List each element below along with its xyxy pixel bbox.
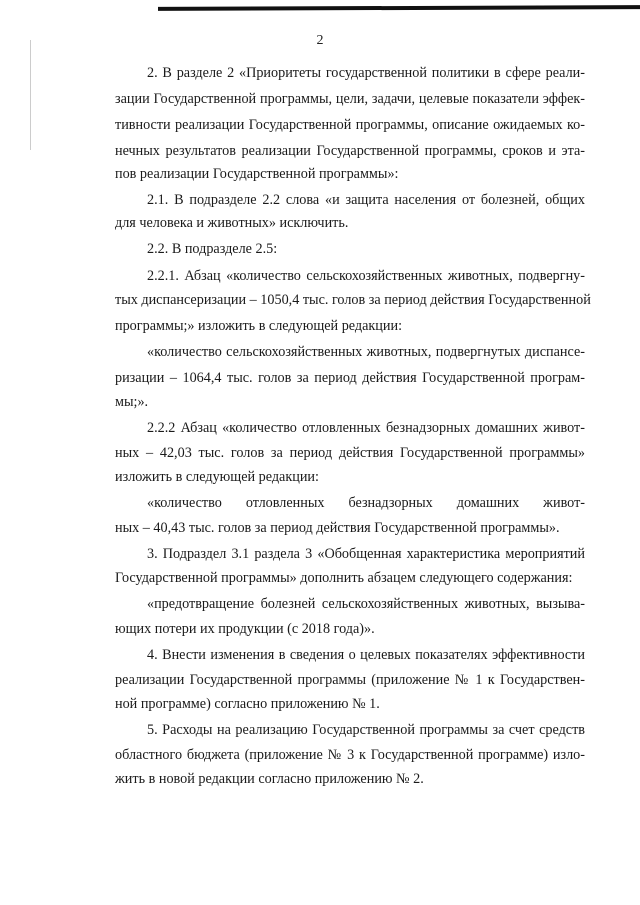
text-line: тивности реализации Государственной программы, описание ожидаемых ко- — [115, 117, 585, 133]
text-line: ных – 42,03 тыс. голов за период действия Государственной программы» — [115, 445, 585, 461]
text-line: «количество отловленных безнадзорных домашних живот- — [147, 495, 585, 511]
text-line: зации Государственной программы, цели, задачи, целевые показатели эффек- — [115, 91, 585, 107]
text-line: ной программе) согласно приложению № 1. — [115, 696, 380, 712]
page-number: 2 — [316, 33, 324, 48]
text-line: «количество сельскохозяйственных животных, подвергнутых диспансе- — [147, 344, 585, 360]
text-line: мы;». — [115, 394, 149, 410]
text-line: ющих потери их продукции (с 2018 года)». — [115, 621, 375, 637]
text-line: 2.2.2 Абзац «количество отловленных безнадзорных домашних живот- — [147, 420, 585, 436]
text-line: ных – 40,43 тыс. голов за период действия Государственной программы». — [115, 520, 560, 536]
left-scan-edge — [30, 40, 31, 150]
text-line: 4. Внести изменения в сведения о целевых показателях эффективности — [147, 647, 585, 663]
text-line: 2.2. В подразделе 2.5: — [147, 241, 278, 257]
text-line: Государственной программы» дополнить абзацем следующего содержания: — [115, 570, 573, 586]
text-line: 3. Подраздел 3.1 раздела 3 «Обобщенная характеристика мероприятий — [147, 546, 585, 562]
text-line: жить в новой редакции согласно приложению № 2. — [115, 771, 424, 787]
text-line: областного бюджета (приложение № 3 к Государственной программе) изло- — [115, 747, 585, 763]
text-line: 5. Расходы на реализацию Государственной программы за счет средств — [147, 722, 585, 738]
text-line: программы;» изложить в следующей редакции: — [115, 318, 403, 334]
text-line: реализации Государственной программы (приложение № 1 к Государствен- — [115, 672, 585, 688]
text-line: тых диспансеризации – 1050,4 тыс. голов за период действия Государственной — [115, 292, 591, 308]
text-line: 2.2.1. Абзац «количество сельскохозяйственных животных, подвергну- — [147, 268, 585, 284]
text-line: пов реализации Государственной программы»: — [115, 166, 399, 182]
text-line: 2.1. В подразделе 2.2 слова «и защита населения от болезней, общих — [147, 192, 585, 208]
text-line: «предотвращение болезней сельскохозяйственных животных, вызыва- — [147, 596, 585, 612]
text-line: ризации – 1064,4 тыс. голов за период действия Государственной програм- — [115, 370, 585, 386]
text-line: 2. В разделе 2 «Приоритеты государственной политики в сфере реали- — [147, 65, 585, 81]
text-line: изложить в следующей редакции: — [115, 469, 319, 485]
text-line: нечных результатов реализации Государственной программы, сроков и эта- — [115, 143, 585, 159]
text-line: для человека и животных» исключить. — [115, 215, 349, 231]
top-scan-edge — [158, 5, 640, 11]
